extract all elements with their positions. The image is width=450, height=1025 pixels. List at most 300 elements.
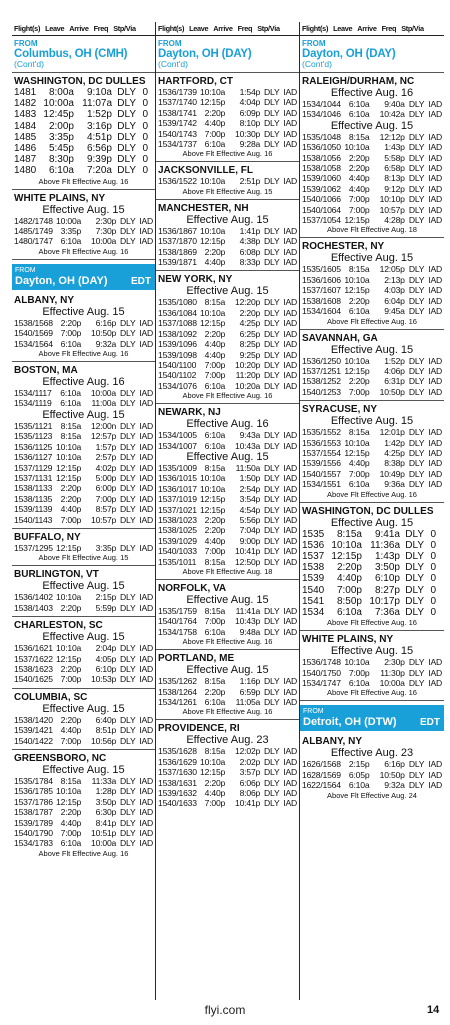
flight-frequency: DLY [408,780,425,791]
flight-number: 1536/1250 [302,355,341,366]
flight-frequency: DLY [120,420,136,431]
flight-row [158,616,297,626]
flight-row [302,184,442,194]
flight-stops-via: 0 [430,550,436,562]
flight-leave-time: 2:20p [204,777,226,788]
flight-stops-via: IAD [283,788,298,799]
flight-row [158,546,297,556]
flight-leave-time: 12:15p [56,653,82,664]
flight-stops-via: IAD [283,246,298,257]
destination-title: MANCHESTER, NH [158,202,249,214]
effective-note: Above Flt Effective Aug. 16 [327,316,417,326]
flight-stops-via: IAD [428,458,442,469]
flight-row [14,318,153,328]
flight-stops-via: IAD [283,359,298,370]
flight-leave-time: 7:00p [204,128,226,139]
flight-leave-time: 12:15p [344,285,370,296]
flight-arrive-time: 12:12p [379,131,405,142]
flight-frequency: DLY [120,714,136,725]
flight-stops-via: IAD [139,786,154,797]
flight-arrive-time: 10:50p [379,386,405,397]
flight-leave-time: 7:00p [60,735,82,746]
flight-leave-time: 2:20p [204,246,226,257]
flight-leave-time: 6:10a [348,678,370,688]
continued-label: (Cont'd) [14,59,44,69]
flight-arrive-time: 4:04p [239,97,261,108]
flight-stops-via: IAD [283,494,298,505]
flight-leave-time: 6:10a [60,838,82,849]
flight-frequency: DLY [264,139,280,150]
destination-block [300,401,444,502]
origin-heading [300,36,444,73]
flight-arrive-time: 6:10p [95,663,117,674]
flight-leave-time: 7:00p [348,667,370,678]
flight-leave-time: 12:15p [200,504,226,515]
flight-arrive-time: 10:00a [91,236,117,247]
flight-stops-via: IAD [283,546,298,557]
flight-row [158,350,297,360]
flight-arrive-time: 9:12p [384,183,405,194]
flight-leave-time: 6:10a [60,338,82,349]
flight-arrive-time: 3:57p [239,767,261,778]
timezone-label: EDT [420,717,440,729]
flight-arrive-time: 9:39p [86,154,112,166]
flight-row [302,529,442,540]
flight-arrive-time: 2:54p [239,483,261,494]
flight-frequency: DLY [264,756,280,767]
flight-row [14,109,153,120]
flight-frequency: DLY [264,616,280,627]
effective-note: Above Flt Effective Aug. 18 [327,225,417,235]
flight-frequency: DLY [408,173,425,184]
flight-leave-time: 4:40p [348,183,370,194]
flight-number: 1539/1139 [14,504,53,515]
flight-arrive-time: 1:42p [384,437,405,448]
flight-stops-via: IAD [283,746,298,757]
flight-frequency: DLY [408,215,425,226]
flight-leave-time: 6:05p [348,769,370,780]
column-header-label: Flight(s) [158,24,185,33]
flight-arrive-time: 9:48a [239,626,261,637]
flight-leave-time: 10:10a [200,225,226,236]
flight-number: 1537/1622 [14,653,53,664]
flight-leave-time: 6:10a [348,99,370,109]
footer-brand: flyi.com [204,1003,246,1017]
flight-number: 1538/1741 [158,107,197,118]
flight-arrive-time: 5:00p [95,472,117,483]
destination-title: NORFOLK, VA [158,583,227,594]
flight-frequency: DLY [120,493,136,504]
flight-row [14,543,153,553]
flight-frequency: DLY [408,376,425,387]
flight-number: 1534/1117 [14,388,52,399]
origin-banner [12,264,155,290]
flight-row [158,329,297,339]
flight-leave-time: 10:10a [200,176,226,187]
flight-leave-time: 12:15p [56,542,82,553]
flight-leave-time: 10:10a [56,441,82,452]
effective-date: Effective Aug. 15 [42,631,125,644]
effective-note: Above Flt Effective Aug. 15 [182,186,273,196]
flight-number: 1539/1871 [158,257,197,268]
flight-leave-time: 10:10a [344,142,370,153]
flight-number: 1626/1568 [302,759,341,770]
flight-arrive-time: 5:59p [95,602,117,613]
effective-note: Above Flt Effective Aug. 16 [182,637,273,647]
flight-number: 1536/1015 [158,473,197,484]
flight-frequency: DLY [408,386,425,397]
flight-arrive-time: 1:52p [384,355,405,366]
flight-leave-time: 8:15a [204,556,226,567]
destination-block [156,404,299,580]
flight-number: 1534 [302,606,325,618]
flight-arrive-time: 10:00a [379,678,405,688]
flight-stops-via: IAD [283,616,298,627]
flight-arrive-time: 9:00p [239,535,261,546]
effective-date: Effective Aug. 15 [186,213,269,226]
flight-leave-time: 10:10a [56,452,82,463]
effective-note: Above Flt Effective Aug. 15 [38,553,129,563]
effective-note: Above Flt Effective Aug. 16 [182,391,273,401]
destination-block [12,566,155,617]
flight-number: 1538/1135 [14,493,53,504]
flight-frequency: DLY [117,109,136,121]
flight-leave-time: 10:10a [56,643,82,654]
flight-number: 1485/1749 [14,226,53,237]
flight-arrive-time: 2:57p [95,452,117,463]
flight-stops-via: IAD [139,493,154,504]
flight-row [158,515,297,525]
flight-frequency: DLY [120,542,136,553]
flight-stops-via: IAD [428,306,442,317]
flight-leave-time: 10:10a [344,355,370,366]
flight-arrive-time: 3:50p [374,562,400,574]
flight-leave-time: 7:00p [348,386,370,397]
flight-arrive-time: 1:57p [95,441,117,452]
flight-row [302,596,442,607]
schedule-column [300,22,444,1000]
flight-frequency: DLY [120,472,136,483]
flight-stops-via: IAD [428,173,442,184]
flight-stops-via: IAD [139,226,154,237]
flight-stops-via: IAD [283,380,298,391]
flight-leave-time: 8:15a [204,297,226,308]
flight-stops-via: IAD [139,328,154,339]
flight-number: 1482 [14,98,37,110]
flight-number: 1535/1009 [158,462,197,473]
flight-number: 1536/1125 [14,441,53,452]
flight-row [158,297,297,307]
flight-number: 1540/1253 [302,386,341,397]
flight-number: 1539 [302,573,325,585]
flight-stops-via: IAD [283,307,298,318]
flight-number: 1535/1123 [14,431,53,442]
flight-arrive-time: 2:20p [239,307,261,318]
effective-note: Above Flt Effective Aug. 16 [182,707,273,717]
flight-stops-via: IAD [139,542,154,553]
flight-frequency: DLY [405,606,424,618]
origin-city: Dayton, OH (DAY) [158,48,252,60]
flight-stops-via: 0 [142,87,148,98]
flight-number: 1536/1606 [302,274,341,285]
flight-arrive-time: 10:17p [369,595,400,607]
flight-stops-via: IAD [283,176,298,187]
flight-stops-via: IAD [283,225,298,236]
flight-number: 1485 [14,131,37,143]
flight-leave-time: 7:00p [204,370,226,381]
flight-number: 1537/1131 [14,472,53,483]
flight-frequency: DLY [408,437,425,448]
flight-row [158,798,297,808]
flight-number: 1540/1557 [302,468,341,479]
origin-city: Columbus, OH (CMH) [14,48,128,60]
flight-frequency: DLY [264,440,280,451]
flight-leave-time: 10:10a [56,786,82,797]
destination-block [156,200,299,272]
flight-number: 1534/1604 [302,306,341,317]
flight-row [158,536,297,546]
flight-frequency: DLY [408,264,425,275]
flight-leave-time: 2:20p [204,525,226,536]
column-header-label: Stp/Via [401,24,424,33]
flight-leave-time: 8:30p [48,154,74,166]
flight-leave-time: 2:20p [204,514,226,525]
flight-frequency: DLY [120,462,136,473]
flight-stops-via: 0 [430,584,436,596]
flight-number: 1534/1783 [14,838,53,849]
destination-title: HARTFORD, CT [158,76,233,87]
flight-stops-via: IAD [428,264,442,275]
flight-arrive-time: 9:41a [374,528,400,540]
flight-number: 1536/1553 [302,437,341,448]
flight-arrive-time: 12:02p [235,746,261,757]
flight-number: 1538/1025 [158,525,197,536]
flight-stops-via: IAD [139,483,154,494]
flight-number: 1540/1143 [14,514,53,525]
flight-number: 1534/1005 [158,430,197,441]
flight-row [14,736,153,746]
flight-frequency: DLY [405,573,424,585]
flight-stops-via: IAD [139,828,154,839]
flight-frequency: DLY [120,236,136,247]
flight-number: 1537/1870 [158,236,197,247]
effective-date: Effective Aug. 15 [186,664,269,677]
flight-leave-time: 12:15p [200,318,226,329]
flight-row [14,643,153,653]
flight-number: 1535/1759 [158,606,197,616]
flight-frequency: DLY [408,204,425,215]
destination-block [12,529,155,566]
flight-number: 1534/1044 [302,99,341,109]
flight-arrive-time: 8:25p [239,339,261,350]
flight-frequency: DLY [408,667,425,678]
flight-frequency: DLY [264,339,280,350]
column-header-label: Arrive [69,24,89,33]
flight-stops-via: IAD [428,479,442,490]
flight-number: 1540 [302,584,325,596]
flight-row [14,226,153,236]
flight-number: 1487 [14,154,37,166]
flight-stops-via: IAD [283,430,298,441]
flight-frequency: DLY [408,183,425,194]
flight-stops-via: IAD [428,678,442,688]
flight-frequency: DLY [264,128,280,139]
destination-title: NEW YORK, NY [158,274,233,286]
effective-date: Effective Aug. 15 [330,516,414,529]
flight-frequency: DLY [405,528,424,540]
destination-block [300,631,444,701]
flight-arrive-time: 12:00n [91,420,117,431]
destination-block [156,73,299,162]
flight-frequency: DLY [120,725,136,736]
flight-leave-time: 2:20p [60,483,82,494]
flight-frequency: DLY [120,317,136,328]
destination-title: BUFFALO, NY [14,531,81,543]
origin-heading [12,36,155,73]
flight-stops-via: IAD [139,653,154,664]
flight-frequency: DLY [120,602,136,613]
flight-stops-via: IAD [139,817,154,828]
flight-stops-via: IAD [139,317,154,328]
effective-date: Effective Aug. 15 [42,203,125,216]
flight-leave-time: 3:35p [60,226,82,237]
flight-leave-time: 4:40p [60,504,82,515]
flight-row [302,306,442,316]
flight-number: 1537/1251 [302,365,341,376]
flight-row [14,442,153,452]
flight-stops-via: IAD [428,274,442,285]
flight-stops-via: IAD [139,602,154,613]
flight-stops-via: IAD [139,735,154,746]
flight-row [158,97,297,107]
flight-leave-time: 6:10a [60,388,81,399]
flight-leave-time: 2:20p [348,295,370,306]
flight-leave-time: 5:45p [48,143,74,155]
flight-leave-time: 2:20p [204,686,226,697]
flight-frequency: DLY [264,349,280,360]
flight-arrive-time: 2:04p [95,643,117,654]
destination-title: ALBANY, NY [14,294,75,306]
page-number: 14 [427,1004,440,1016]
destination-title: JACKSONVILLE, FL [158,165,254,177]
flight-row [14,132,153,143]
column-header-label: Arrive [213,24,233,33]
column-header-label: Freq [381,24,397,33]
flight-number: 1537/1021 [158,504,197,515]
flight-leave-time: 6:10a [204,430,226,441]
flight-number: 1538/1631 [158,777,197,788]
flight-number: 1535/1552 [302,427,341,438]
flight-number: 1536/1017 [158,483,197,494]
flight-leave-time: 7:00p [204,359,226,370]
flight-frequency: DLY [408,479,425,490]
destination-title: WASHINGTON, DC DULLES [302,505,434,517]
flight-frequency: DLY [264,473,280,484]
destination-block [300,73,444,238]
flight-frequency: DLY [117,98,136,110]
flight-leave-time: 6:10a [204,626,226,637]
flight-frequency: DLY [264,483,280,494]
flight-number: 1540/1633 [158,798,197,809]
destination-title: WHITE PLAINS, NY [14,192,106,204]
flight-stops-via: IAD [428,759,442,770]
flight-frequency: DLY [120,452,136,463]
flight-frequency: DLY [264,380,280,391]
flight-number: 1539/1632 [158,788,197,799]
flight-arrive-time: 10:50p [379,769,405,780]
flight-row [158,381,297,391]
flight-frequency: DLY [120,441,136,452]
flight-frequency: DLY [117,165,136,177]
flight-stops-via: IAD [283,236,298,247]
flight-stops-via: IAD [139,776,154,786]
flight-row [302,427,442,437]
flight-number: 1534/1747 [302,678,341,688]
flight-stops-via: 0 [142,143,148,155]
effective-note: Above Flt Effective Aug. 16 [38,349,129,359]
destination-title: CHARLESTON, SC [14,620,103,632]
flight-stops-via: IAD [428,437,442,448]
flight-stops-via: IAD [428,99,442,109]
flight-arrive-time: 6:06p [239,777,261,788]
destination-title: PROVIDENCE, RI [158,723,240,735]
flight-row [158,697,297,707]
flight-leave-time: 2:20p [60,317,82,328]
flight-leave-time: 2:20p [60,493,82,504]
column-header-label: Leave [45,24,65,33]
flight-stops-via: IAD [283,525,298,536]
flight-leave-time: 4:40p [204,118,226,129]
flight-frequency: DLY [120,504,136,515]
flight-row [14,463,153,473]
flight-leave-time: 7:00p [348,204,370,215]
flight-leave-time: 4:40p [60,817,82,828]
flight-number: 1534/1261 [158,697,197,708]
flight-number: 1483 [14,109,37,121]
flight-frequency: DLY [408,295,425,306]
flight-frequency: DLY [264,118,280,129]
flight-stops-via: 0 [430,573,436,585]
flight-row [158,494,297,504]
timezone-label: EDT [131,275,151,287]
flight-leave-time: 8:15a [204,746,226,757]
flight-stops-via: IAD [139,388,154,399]
flight-row [158,788,297,798]
flight-number: 1535/1262 [158,676,197,687]
flight-frequency: DLY [120,328,136,339]
flight-row [158,463,297,473]
flight-frequency: DLY [117,131,136,143]
flight-frequency: DLY [120,838,136,849]
from-label: FROM [303,708,324,716]
effective-date: Effective Aug. 16 [186,418,269,431]
destination-title: PORTLAND, ME [158,653,235,665]
destination-title: WASHINGTON, DC DULLES [14,76,146,87]
flight-number: 1537/1054 [302,215,341,226]
flight-frequency: DLY [264,494,280,505]
continued-label: (Cont'd) [158,59,188,69]
flight-leave-time: 7:00p [60,674,82,685]
flight-row [14,388,153,398]
flight-number: 1534/1007 [158,440,197,451]
destination-block [300,733,444,802]
flight-frequency: DLY [264,246,280,257]
flight-leave-time: 10:10a [200,307,226,318]
flight-arrive-time: 11:00a [91,398,116,409]
flight-row [158,87,297,97]
flight-leave-time: 12:15p [56,796,82,807]
flight-stops-via: IAD [283,328,298,339]
